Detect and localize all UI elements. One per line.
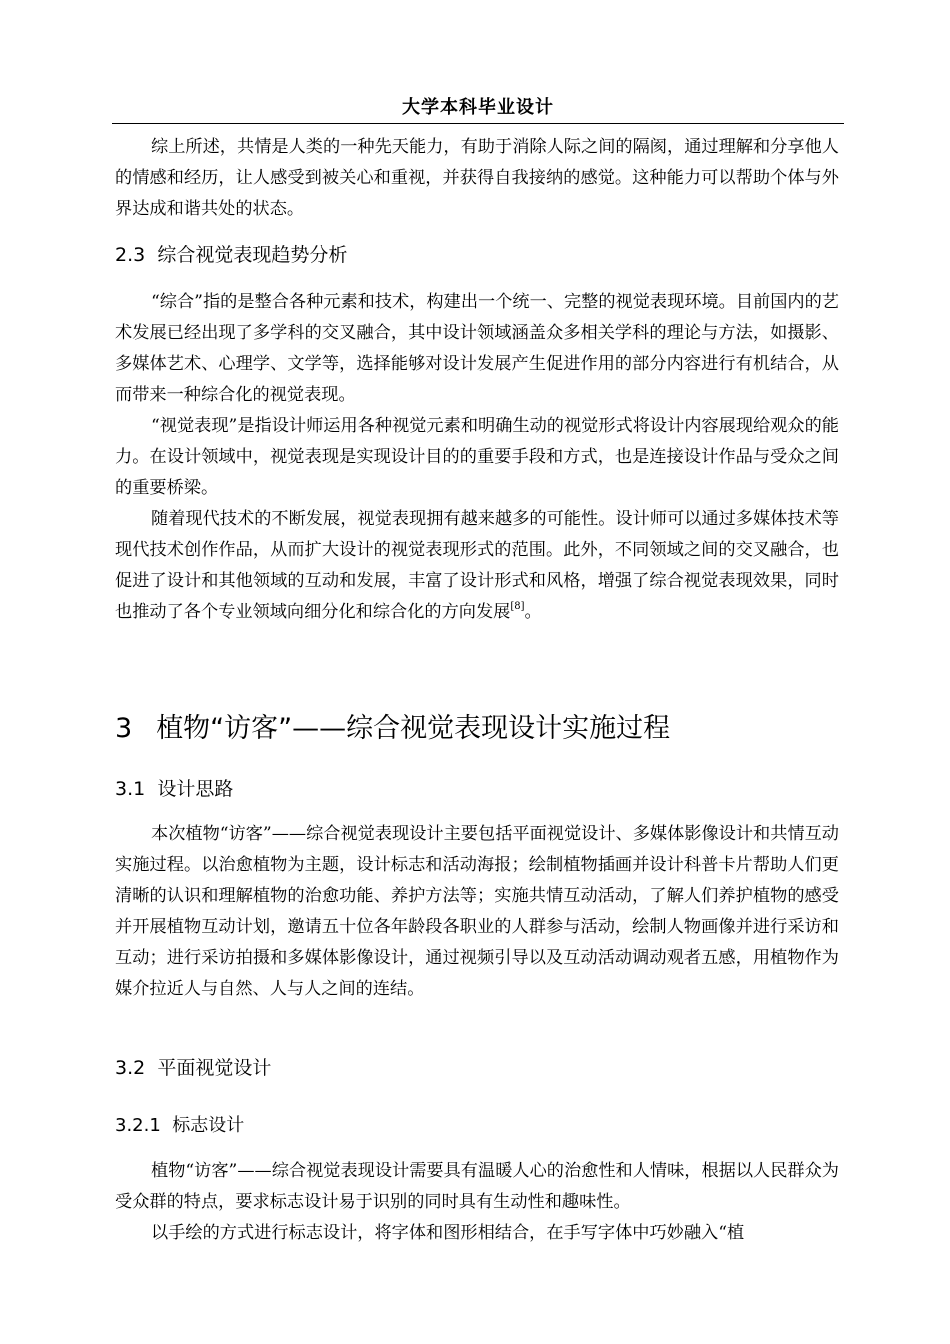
section-heading-2-3 bbox=[115, 242, 347, 268]
citation-reference: [8] bbox=[510, 601, 525, 612]
section-number: 3.2.1 bbox=[115, 1115, 161, 1136]
paragraph-technology-development bbox=[115, 504, 839, 628]
section-title: 标志设计 bbox=[172, 1115, 245, 1136]
section-title: 设计思路 bbox=[157, 778, 234, 800]
paragraph-text: 随着现代技术的不断发展，视觉表现拥有越来越多的可能性。设计师可以通过多媒体技术等现代技术创作作品，从而扩大设计的视觉表现形式的范围。此外，不同领域之间的交叉融合，也促进了设计和其他领域的互动和发展，丰富了设计形式和风格，增强了综合视觉表现效果，同时也推动了各个专业领域向细分化和综合化的方向发展 bbox=[115, 509, 839, 622]
paragraph-logo-requirements: 植物“访客”——综合视觉表现设计需要具有温暖人心的治愈性和人情味，根据以人民群众为受众群的特点，要求标志设计易于识别的同时具有生动性和趣味性。 bbox=[115, 1161, 839, 1212]
section-number: 3.1 bbox=[115, 778, 146, 800]
header-divider bbox=[112, 123, 844, 124]
section-heading-3-2 bbox=[115, 1055, 271, 1081]
chapter-title: 植物“访客”——综合视觉表现设计实施过程 bbox=[156, 713, 671, 744]
chapter-heading-3 bbox=[115, 712, 670, 746]
chapter-number: 3 bbox=[115, 713, 133, 744]
paragraph-logo-method: 以手绘的方式进行标志设计，将字体和图形相结合，在手写字体中巧妙融入“植 bbox=[151, 1223, 745, 1243]
section-heading-3-2-1 bbox=[115, 1114, 244, 1138]
paragraph-design-concept: 本次植物“访客”——综合视觉表现设计主要包括平面视觉设计、多媒体影像设计和共情互动实施过程。以治愈植物为主题，设计标志和活动海报；绘制植物插画并设计科普卡片帮助人们更清晰的认识和理解植物的治愈功能、养护方法等；实施共情互动活动，了解人们养护植物的感受并开展植物互动计划，邀请五十位各年龄段各职业的人群参与活动，绘制人物画像并进行采访和互动；进行采访拍摄和多媒体影像设计，通过视频引导以及互动活动调动观者五感，用植物作为媒介拉近人与自然、人与人之间的连结。 bbox=[115, 824, 839, 999]
paragraph-summary: 综上所述，共情是人类的一种先天能力，有助于消除人际之间的隔阂，通过理解和分享他人的情感和经历，让人感受到被关心和重视，并获得自我接纳的感觉。这种能力可以帮助个体与外界达成和谐共处的状态。 bbox=[115, 137, 839, 219]
section-number: 2.3 bbox=[115, 244, 146, 266]
section-number: 3.2 bbox=[115, 1057, 146, 1079]
section-title: 综合视觉表现趋势分析 bbox=[157, 244, 348, 266]
page-header-title: 大学本科毕业设计 bbox=[402, 97, 554, 118]
section-heading-3-1 bbox=[115, 776, 233, 802]
paragraph-visual-expression: “视觉表现”是指设计师运用各种视觉元素和明确生动的视觉形式将设计内容展现给观众的能力。在设计领域中，视觉表现是实现设计目的的重要手段和方式，也是连接设计作品与受众之间的重要桥梁。 bbox=[115, 416, 839, 498]
paragraph-end-punctuation: 。 bbox=[524, 602, 542, 622]
section-title: 平面视觉设计 bbox=[157, 1057, 272, 1079]
paragraph-synthesis: “综合”指的是整合各种元素和技术，构建出一个统一、完整的视觉表现环境。目前国内的艺术发展已经出现了多学科的交叉融合，其中设计领域涵盖众多相关学科的理论与方法，如摄影、多媒体艺术、心理学、文学等，选择能够对设计发展产生促进作用的部分内容进行有机结合，从而带来一种综合化的视觉表现。 bbox=[115, 292, 839, 405]
